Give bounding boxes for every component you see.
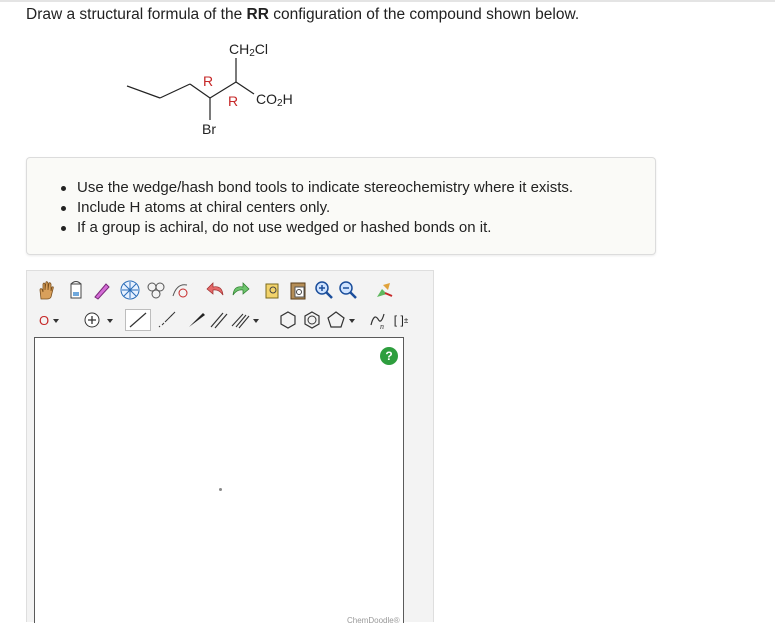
canvas-center-dot xyxy=(219,488,222,491)
molecule-structure xyxy=(120,36,320,146)
eraser-icon[interactable] xyxy=(65,279,87,301)
instructions-list xyxy=(27,178,573,238)
editor-footer-text: ChemDoodle® xyxy=(347,616,400,625)
redo-icon[interactable] xyxy=(229,279,251,301)
co2h-label: $CO_2H$ xyxy=(256,91,293,109)
zoom-in-icon[interactable] xyxy=(313,279,335,301)
chevron-down-icon[interactable] xyxy=(347,309,357,331)
instruction-item: Include H atoms at chiral centers only. xyxy=(77,198,573,218)
zoom-out-icon[interactable] xyxy=(337,279,359,301)
benzene-icon[interactable] xyxy=(301,309,323,331)
stereo-label-r1: R xyxy=(203,73,214,89)
chevron-down-icon[interactable] xyxy=(251,309,261,331)
ch2cl-label: $CH_2Cl$ xyxy=(229,41,269,59)
bond-to-co2h xyxy=(236,82,254,94)
sketcher-editor xyxy=(26,270,434,625)
wedge-bond-icon[interactable] xyxy=(185,309,207,331)
pencil-icon[interactable] xyxy=(91,279,113,301)
chevron-down-icon[interactable] xyxy=(51,309,61,331)
ring-templates-icon[interactable] xyxy=(145,279,167,301)
cyclopentane-icon[interactable] xyxy=(325,309,347,331)
template-icon[interactable] xyxy=(119,279,141,301)
bracket-icon[interactable]: [ ] ± xyxy=(393,313,409,327)
bond-2 xyxy=(160,84,190,98)
double-bond-icon[interactable] xyxy=(207,309,229,331)
hand-icon[interactable] xyxy=(35,279,57,301)
paste-icon[interactable] xyxy=(287,279,309,301)
triple-bond-icon[interactable] xyxy=(229,309,251,331)
question-prefix: Draw a structural formula of the xyxy=(26,6,247,23)
hash-bond-icon[interactable] xyxy=(155,309,177,331)
top-divider xyxy=(0,0,775,2)
charge-icon[interactable] xyxy=(81,309,103,331)
question-text xyxy=(26,6,579,24)
instruction-item: Use the wedge/hash bond tools to indicate stereochemistry where it exists. xyxy=(77,179,574,196)
ring-templates-alt-icon[interactable] xyxy=(169,279,191,301)
question-config: RR xyxy=(246,6,269,23)
question-suffix: configuration of the compound shown below. xyxy=(268,6,580,23)
stereo-label-r2: R xyxy=(228,93,239,109)
toolbar-row-2 xyxy=(27,307,435,335)
toolbar-row-1 xyxy=(27,277,435,305)
chevron-down-icon[interactable] xyxy=(105,309,115,331)
bond-1 xyxy=(127,86,160,98)
sgroup-icon[interactable] xyxy=(367,309,389,331)
copy-icon[interactable] xyxy=(263,279,285,301)
drawing-canvas[interactable] xyxy=(34,337,404,623)
element-o-button[interactable]: O xyxy=(38,312,50,328)
help-button[interactable]: ? xyxy=(380,347,398,365)
instruction-item: If a group is achiral, do not use wedged or hashed bonds on it. xyxy=(77,218,573,238)
single-bond-icon[interactable] xyxy=(125,309,151,331)
cyclohexane-icon[interactable] xyxy=(277,309,299,331)
undo-icon[interactable] xyxy=(205,279,227,301)
svg-text:n: n xyxy=(380,322,384,331)
instructions-box xyxy=(26,157,656,255)
br-label: Br xyxy=(202,121,216,137)
clean-icon[interactable] xyxy=(373,279,395,301)
